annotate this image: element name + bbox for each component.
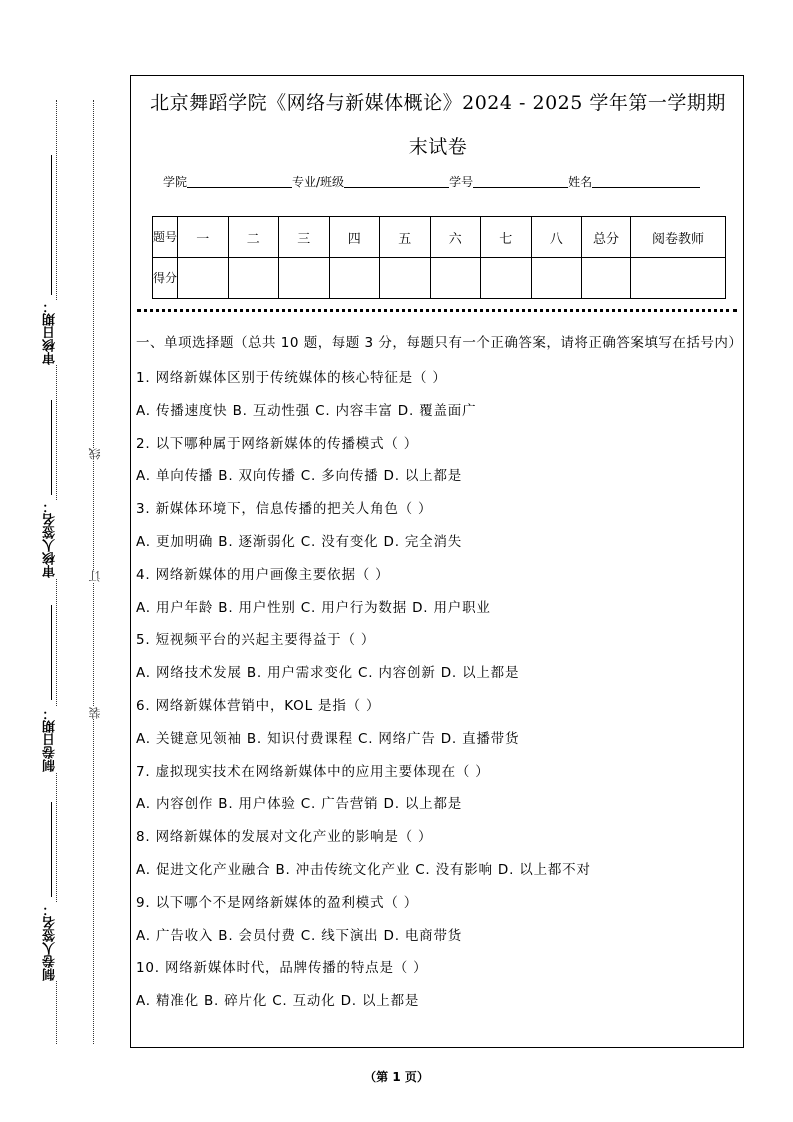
question-options: A. 内容创作 B. 用户体验 C. 广告营销 D. 以上都是: [136, 796, 463, 813]
bind-char-line: 线: [88, 448, 102, 460]
question-options: A. 单向传播 B. 双向传播 C. 多向传播 D. 以上都是: [136, 468, 463, 485]
score-col-grader: 阅卷教师: [631, 217, 726, 258]
score-row-head: 得分: [153, 258, 178, 299]
score-col-1: 一: [178, 217, 229, 258]
exam-page-frame: [130, 75, 744, 1048]
paper-date-underline: [51, 605, 52, 700]
dotted-separator: [137, 309, 737, 312]
score-col-total: 总分: [582, 217, 631, 258]
score-cell-5[interactable]: [380, 258, 431, 299]
major-class-field[interactable]: [344, 175, 449, 188]
score-cell-7[interactable]: [481, 258, 532, 299]
question-stem: 7. 虚拟现实技术在网络新媒体中的应用主要体现在（ ）: [136, 763, 490, 780]
college-field[interactable]: [187, 175, 292, 188]
score-table-header-row: [153, 217, 726, 258]
section-single-choice: [136, 332, 741, 1018]
question-number-head: 题号: [153, 217, 178, 258]
question-options: A. 促进文化产业融合 B. 冲击传统文化产业 C. 没有影响 D. 以上都不对: [136, 861, 591, 878]
question-options: A. 网络技术发展 B. 用户需求变化 C. 内容创新 D. 以上都是: [136, 665, 520, 682]
question-options: A. 精准化 B. 碎片化 C. 互动化 D. 以上都是: [136, 993, 420, 1010]
score-col-8: 八: [531, 217, 582, 258]
bind-char-bind: 装: [88, 707, 102, 719]
score-col-3: 三: [279, 217, 330, 258]
question-options: A. 关键意见领袖 B. 知识付费课程 C. 网络广告 D. 直播带货: [136, 730, 520, 747]
score-col-2: 二: [228, 217, 279, 258]
college-label: 学院: [163, 175, 188, 189]
score-cell-3[interactable]: [279, 258, 330, 299]
paper-maker-signature-label: 制卷人签名：: [40, 903, 62, 981]
question-options: A. 用户年龄 B. 用户性别 C. 用户行为数据 D. 用户职业: [136, 599, 491, 616]
score-col-6: 六: [430, 217, 481, 258]
question-options: A. 传播速度快 B. 互动性强 C. 内容丰富 D. 覆盖面广: [136, 402, 477, 419]
score-col-7: 七: [481, 217, 532, 258]
exam-title-line1: 北京舞蹈学院《网络与新媒体概论》2024 - 2025 学年第一学期期: [150, 92, 726, 114]
reviewer-signature-underline: [51, 400, 52, 495]
question-stem: 10. 网络新媒体时代，品牌传播的特点是（ ）: [136, 960, 428, 977]
score-cell-2[interactable]: [228, 258, 279, 299]
section-heading: 一、单项选择题（总共 10 题，每题 3 分，每题只有一个正确答案，请将正确答案填写在括号内）: [136, 335, 743, 351]
score-cell-4[interactable]: [329, 258, 380, 299]
exam-title: [131, 88, 745, 162]
question-stem: 2. 以下哪种属于网络新媒体的传播模式（ ）: [136, 435, 419, 452]
page-number: （第 1 页）: [364, 1070, 429, 1084]
question-options: A. 广告收入 B. 会员付费 C. 线下演出 D. 电商带货: [136, 927, 463, 944]
question-options: A. 更加明确 B. 逐渐弱化 C. 没有变化 D. 完全消失: [136, 533, 463, 550]
score-col-4: 四: [329, 217, 380, 258]
paper-maker-signature-underline: [51, 802, 52, 897]
bind-char-staple: 订: [88, 570, 102, 582]
score-cell-total[interactable]: [582, 258, 631, 299]
reviewer-signature-label: 审核人签名：: [40, 500, 62, 578]
question-stem: 1. 网络新媒体区别于传统媒体的核心特征是（ ）: [136, 370, 447, 386]
question-stem: 4. 网络新媒体的用户画像主要依据（ ）: [136, 566, 390, 583]
major-class-label: 专业/班级: [292, 175, 345, 189]
question-stem: 3. 新媒体环境下，信息传播的把关人角色（ ）: [136, 501, 433, 518]
review-date-label: 审核日期：: [40, 300, 62, 365]
question-list: [136, 362, 741, 1018]
score-table: [152, 216, 726, 299]
score-cell-1[interactable]: [178, 258, 229, 299]
score-cell-8[interactable]: [531, 258, 582, 299]
question-stem: 9. 以下哪个不是网络新媒体的盈利模式（ ）: [136, 894, 419, 911]
review-date-underline: [51, 155, 52, 295]
student-id-label: 学号: [449, 175, 474, 189]
score-cell-6[interactable]: [430, 258, 481, 299]
question-stem: 5. 短视频平台的兴起主要得益于（ ）: [136, 632, 376, 649]
student-id-field[interactable]: [473, 175, 568, 188]
name-field[interactable]: [592, 175, 700, 188]
name-label: 姓名: [568, 175, 593, 189]
score-table-score-row: [153, 258, 726, 299]
question-stem: 8. 网络新媒体的发展对文化产业的影响是（ ）: [136, 829, 433, 846]
score-cell-grader[interactable]: [631, 258, 726, 299]
student-info-row: [163, 173, 700, 190]
exam-title-line2: 末试卷: [408, 136, 468, 158]
score-col-5: 五: [380, 217, 431, 258]
question-stem: 6. 网络新媒体营销中，KOL 是指（ ）: [136, 697, 381, 714]
paper-date-label: 制卷日期：: [40, 707, 62, 772]
